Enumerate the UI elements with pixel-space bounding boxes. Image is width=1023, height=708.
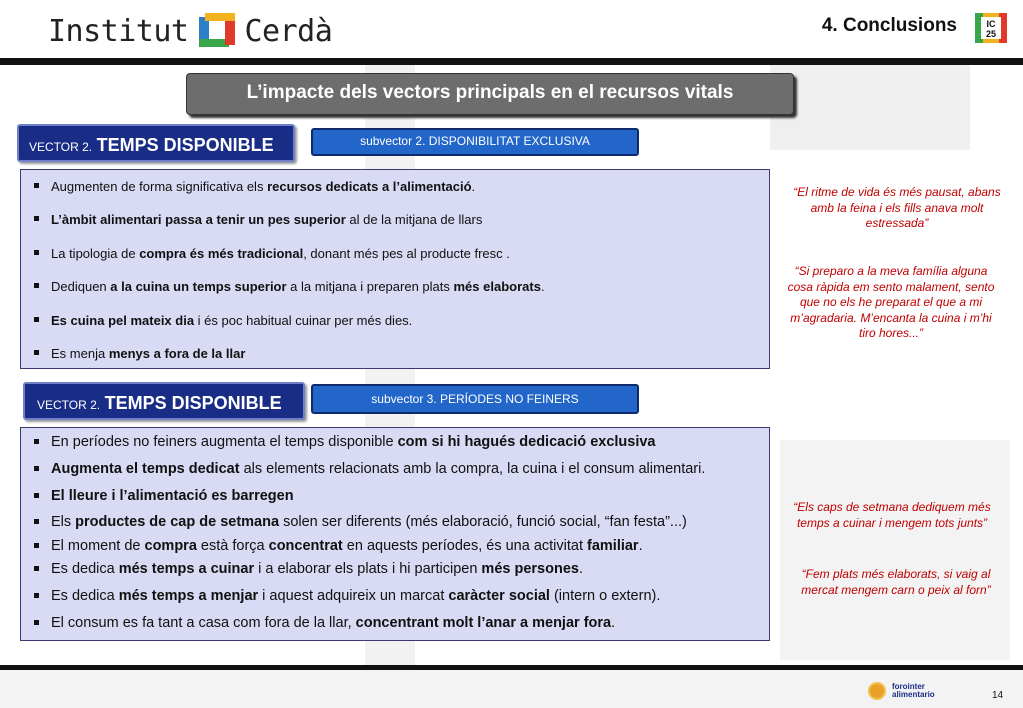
bullet-icon — [34, 216, 39, 221]
bold-text: més persones — [481, 561, 579, 577]
bold-text: a la cuina un temps superior — [110, 279, 287, 295]
bold-text: recursos dedicats a l’alimentació — [267, 179, 472, 194]
foro-logo-line2: alimentario — [892, 690, 935, 699]
text: i és poc habitual cuinar per més dies. — [194, 312, 413, 328]
vector-label-big: TEMPS DISPONIBLE — [104, 393, 282, 413]
bold-text: més temps a cuinar — [118, 561, 255, 577]
list-item — [21, 614, 769, 639]
bullet-icon — [34, 250, 39, 255]
bullet-icon — [34, 543, 39, 548]
text: El moment de — [51, 538, 145, 554]
bold-text: com si hi hagués dedicació exclusiva — [397, 434, 656, 450]
bullet-icon — [34, 519, 39, 524]
list-item — [21, 460, 769, 487]
bold-text: menys a fora de la llar — [108, 345, 246, 361]
logo-text-left: Institut — [48, 13, 189, 49]
quote-3: “Els caps de setmana dediquem més temps a cuinar i mengem tots junts” — [793, 500, 991, 530]
bold-text: productes de cap de setmana — [75, 514, 280, 530]
bullet-icon — [34, 350, 39, 355]
bullet-icon — [34, 183, 39, 188]
ic-logo-text-bottom: 25 — [985, 29, 997, 39]
text: està força — [196, 538, 269, 554]
list-box-2 — [20, 427, 770, 641]
list-item — [21, 311, 769, 344]
bold-text: El lleure i l’alimentació es barregen — [51, 488, 294, 504]
list-item — [21, 210, 769, 243]
bullet-icon — [34, 283, 39, 288]
slide-title: L’impacte dels vectors principals en el recursos vitals — [186, 73, 794, 115]
text: El consum es fa tant a casa com fora de la llar, — [51, 615, 356, 631]
bold-text: compra — [144, 538, 197, 554]
institut-cerda-logo — [48, 8, 332, 54]
text: (intern o extern). — [549, 588, 661, 604]
list-item — [21, 177, 769, 210]
bold-text: familiar — [587, 538, 639, 554]
bullet-list-1 — [21, 177, 769, 377]
section-title: 4. Conclusions — [821, 15, 957, 36]
list-item — [21, 487, 769, 513]
text: als elements relacionats amb la compra, la cuina i el consum alimentari. — [239, 461, 706, 477]
text: Dediquen — [51, 279, 111, 295]
text: Es menja — [51, 345, 109, 361]
bold-text: caràcter social — [448, 588, 550, 604]
subvector-box-2: subvector 3. PERÍODES NO FEINERS — [311, 384, 639, 414]
bullet-icon — [34, 466, 39, 471]
vector-label-small: VECTOR 2. — [37, 398, 101, 412]
list-item — [21, 537, 769, 560]
ic25-logo — [973, 9, 1009, 49]
text: . — [540, 279, 545, 295]
bullet-list-2 — [21, 433, 769, 639]
text: . — [611, 615, 616, 631]
text: La tipologia de — [51, 245, 140, 261]
bullet-icon — [34, 439, 39, 444]
quote-1: “El ritme de vida és més pausat, abans amb la feina i els fills anava molt estressada” — [793, 185, 1001, 230]
bullet-icon — [34, 317, 39, 322]
vector-box-1 — [17, 124, 295, 162]
text: . — [578, 561, 583, 577]
text: a la mitjana i preparen plats — [286, 279, 454, 295]
list-item — [21, 513, 769, 537]
text: , donant més pes al producte fresc . — [303, 245, 510, 261]
vector-label-big: TEMPS DISPONIBLE — [96, 135, 274, 155]
text: Es dedica — [51, 561, 119, 577]
list-item — [21, 560, 769, 587]
background-shape — [780, 440, 1010, 660]
bold-text: concentrant molt l’anar a menjar fora — [355, 615, 612, 631]
text: Es dedica — [51, 588, 119, 604]
text: en aquests períodes, és una activitat — [342, 538, 587, 554]
text: . — [638, 538, 643, 554]
vector-box-2 — [23, 382, 305, 420]
text: En períodes no feiners augmenta el temps disponible — [51, 434, 398, 450]
text: i a elaborar els plats i hi participen — [254, 561, 482, 577]
list-item — [21, 244, 769, 277]
footer-divider — [0, 665, 1023, 670]
header — [0, 0, 1023, 58]
list-box-1 — [20, 169, 770, 369]
text: solen ser diferents (més elaboració, funció social, “fan festa”...) — [279, 514, 687, 530]
text: . — [471, 179, 476, 194]
vector-label-small: VECTOR 2. — [29, 140, 93, 154]
forointer-alimentario-logo — [868, 679, 958, 703]
header-divider — [0, 58, 1023, 65]
quote-2: “Si preparo a la meva família alguna cosa ràpida em sento malament, sento que no els he preparat el que a mi m’agradaria. M’encanta la cuina i m’hi tiro hores...” — [787, 264, 995, 340]
cerda-logo-icon — [197, 11, 237, 51]
logo-text-right: Cerdà — [244, 13, 333, 49]
foro-circle-icon — [868, 682, 886, 700]
bold-text: Es cuina pel mateix dia — [51, 312, 195, 328]
list-item — [21, 433, 769, 460]
quote-4: “Fem plats més elaborats, si vaig al mercat mengem carn o peix al forn” — [801, 567, 991, 597]
page-number: 14 — [992, 690, 1004, 701]
text: Augmenten de forma significativa els — [51, 179, 268, 194]
bullet-icon — [34, 566, 39, 571]
list-item — [21, 344, 769, 377]
subvector-box-1: subvector 2. DISPONIBILITAT EXCLUSIVA — [311, 128, 639, 156]
bold-text: L’àmbit alimentari passa a tenir un pes superior — [51, 212, 346, 228]
bullet-icon — [34, 593, 39, 598]
list-item — [21, 277, 769, 310]
text: Els — [51, 514, 76, 530]
bold-text: més elaborats — [453, 279, 541, 295]
bullet-icon — [34, 493, 39, 498]
foro-logo-line1: forointer — [892, 682, 925, 691]
bullet-icon — [34, 620, 39, 625]
bold-text: compra és més tradicional — [139, 245, 304, 261]
bold-text: més temps a menjar — [118, 588, 259, 604]
ic-logo-text-top: IC — [986, 19, 996, 29]
text: al de la mitjana de llars — [345, 212, 483, 228]
bold-text: concentrat — [268, 538, 343, 554]
list-item — [21, 587, 769, 614]
bold-text: Augmenta el temps dedicat — [51, 461, 240, 477]
text: i aquest adquireix un marcat — [258, 588, 449, 604]
